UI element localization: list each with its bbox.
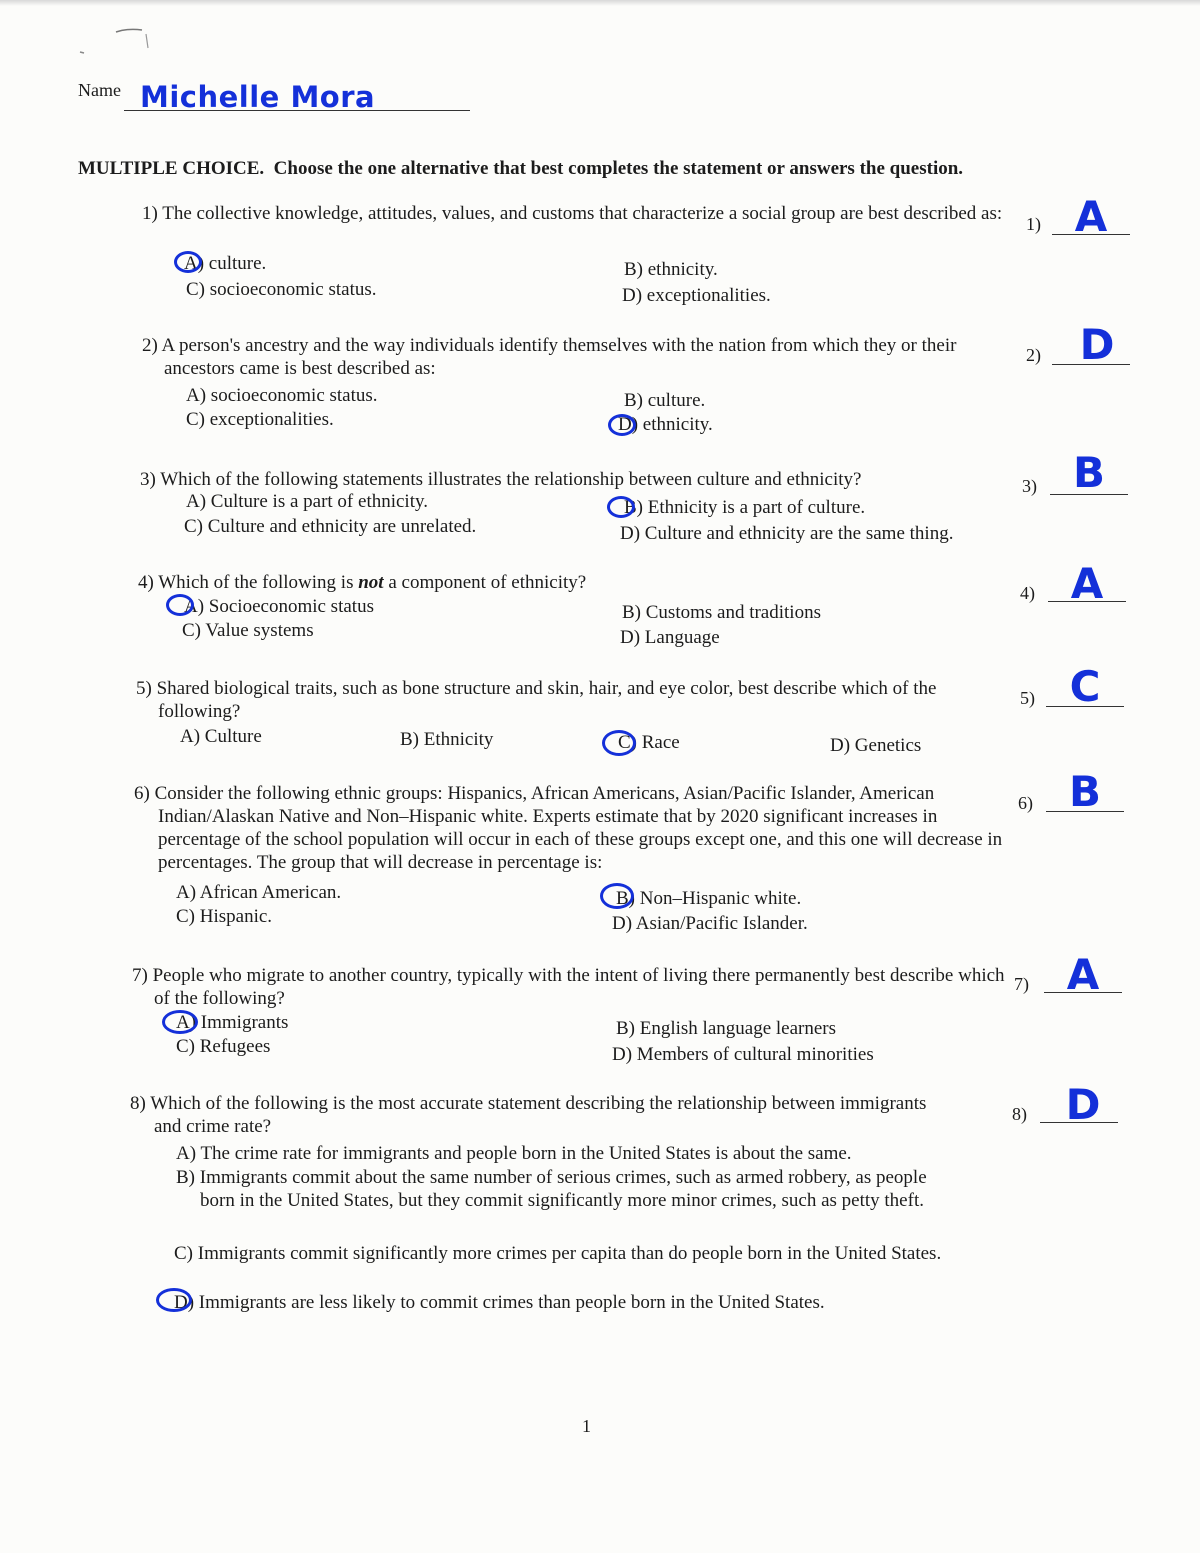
option-b: B) Ethnicity — [400, 729, 494, 750]
answer-letter: A — [1066, 950, 1100, 999]
option-d: D) Immigrants are less likely to commit crimes than people born in the United States. — [174, 1292, 825, 1313]
option-b: B) Customs and traditions — [622, 602, 821, 623]
question-stem: 7) People who migrate to another country, typically with the intent of living there permanently best describe which of the following? — [132, 965, 1005, 1009]
answer-circle — [162, 1010, 198, 1034]
option-a: A) The crime rate for immigrants and people born in the United States is about the same. — [176, 1143, 852, 1164]
option-b: B) Ethnicity is a part of culture. — [624, 497, 866, 518]
option-a: A) socioeconomic status. — [186, 385, 378, 406]
option-d: D) Asian/Pacific Islander. — [612, 913, 808, 934]
answer-number: 5) — [1020, 688, 1035, 708]
instructions — [78, 158, 963, 180]
option-a: A) Culture — [180, 726, 262, 747]
name-label: Name — [78, 80, 121, 100]
option-d: D) Culture and ethnicity are the same thing. — [620, 523, 954, 544]
option-b: B) Immigrants commit about the same number of serious crimes, such as armed robbery, as people born in the United States, but they commit significantly more minor crimes, such as petty theft. — [176, 1167, 927, 1211]
answer-circle — [608, 414, 636, 436]
question-stem: 6) Consider the following ethnic groups: Hispanics, African Americans, Asian/Pacific Islander, American Indian/Alaskan Native and Non–Hispanic white. Experts estimate that by 2020 significant increases in percentage of the school population will occur in each of these groups except one, and this one will decrease in percentages. The group that will decrease in percentage is: — [134, 783, 1003, 873]
option-a: A) Socioeconomic status — [184, 596, 374, 617]
answer-letter: A — [1070, 559, 1104, 608]
scan-edge — [0, 0, 1200, 6]
option-c: C) exceptionalities. — [186, 409, 334, 430]
option-c: C) Value systems — [182, 620, 314, 641]
stem-text: a component of ethnicity? — [383, 572, 587, 593]
option-c: C) Refugees — [176, 1036, 271, 1057]
option-b: B) Non–Hispanic white. — [616, 888, 802, 909]
question-stem: 3) Which of the following statements illustrates the relationship between culture and ethnicity? — [140, 469, 862, 490]
answer-letter: B — [1068, 767, 1101, 816]
answer-letter: D — [1065, 1080, 1101, 1129]
name-field — [78, 80, 121, 101]
stem-emphasis: not — [358, 572, 384, 593]
answer-letter: A — [1074, 192, 1108, 241]
instructions-lead: MULTIPLE CHOICE. — [78, 158, 265, 179]
answer-letter: B — [1072, 448, 1105, 497]
answer-number: 8) — [1012, 1104, 1027, 1124]
option-d: D) Language — [620, 627, 720, 648]
question-stem — [138, 571, 988, 594]
answer-number: 3) — [1022, 476, 1037, 496]
answer-circle — [156, 1288, 192, 1312]
option-b: B) culture. — [624, 390, 706, 411]
answer-circle — [600, 883, 634, 909]
option-c: C) socioeconomic status. — [186, 279, 377, 300]
answer-circle — [166, 594, 194, 616]
option-a: A) African American. — [176, 882, 342, 903]
option-c: C) Hispanic. — [176, 906, 273, 927]
option-a: A) culture. — [184, 253, 267, 274]
question-stem: 2) A person's ancestry and the way individuals identify themselves with the nation from which they or their ancestors came is best described as: — [142, 335, 957, 379]
option-b: B) English language learners — [616, 1018, 837, 1039]
option-d: D) Genetics — [830, 735, 922, 756]
page-number: 1 — [582, 1416, 591, 1436]
stem-text: 4) Which of the following is — [138, 572, 359, 593]
scan-mark — [76, 28, 156, 58]
answer-number: 4) — [1020, 583, 1035, 603]
option-a: A) Immigrants — [176, 1012, 289, 1033]
answer-letter: D — [1079, 320, 1115, 369]
option-b: B) ethnicity. — [624, 259, 718, 280]
option-a: A) Culture is a part of ethnicity. — [186, 491, 429, 512]
answer-number: 1) — [1026, 214, 1041, 234]
answer-letter: C — [1069, 662, 1101, 711]
question-stem: 8) Which of the following is the most accurate statement describing the relationship between immigrants and crime rate? — [130, 1093, 927, 1137]
option-d: D) ethnicity. — [618, 414, 713, 435]
instructions-text: Choose the one alternative that best completes the statement or answers the question. — [273, 158, 964, 179]
answer-circle — [174, 251, 202, 273]
answer-number: 7) — [1014, 974, 1029, 994]
answer-circle — [607, 496, 635, 518]
option-c: C) Culture and ethnicity are unrelated. — [184, 516, 477, 537]
option-d: D) Members of cultural minorities — [612, 1044, 874, 1065]
option-c: C) Race — [618, 732, 680, 753]
question-stem: 1) The collective knowledge, attitudes, values, and customs that characterize a social group are best described as: — [142, 203, 1003, 224]
student-name: Michelle Mora — [140, 80, 376, 114]
option-d: D) exceptionalities. — [622, 285, 771, 306]
option-c: C) Immigrants commit significantly more crimes per capita than do people born in the United States. — [174, 1243, 942, 1264]
question-stem: 5) Shared biological traits, such as bone structure and skin, hair, and eye color, best describe which of the following? — [136, 678, 937, 722]
answer-number: 2) — [1026, 345, 1041, 365]
answer-circle — [602, 730, 636, 756]
answer-number: 6) — [1018, 793, 1033, 813]
